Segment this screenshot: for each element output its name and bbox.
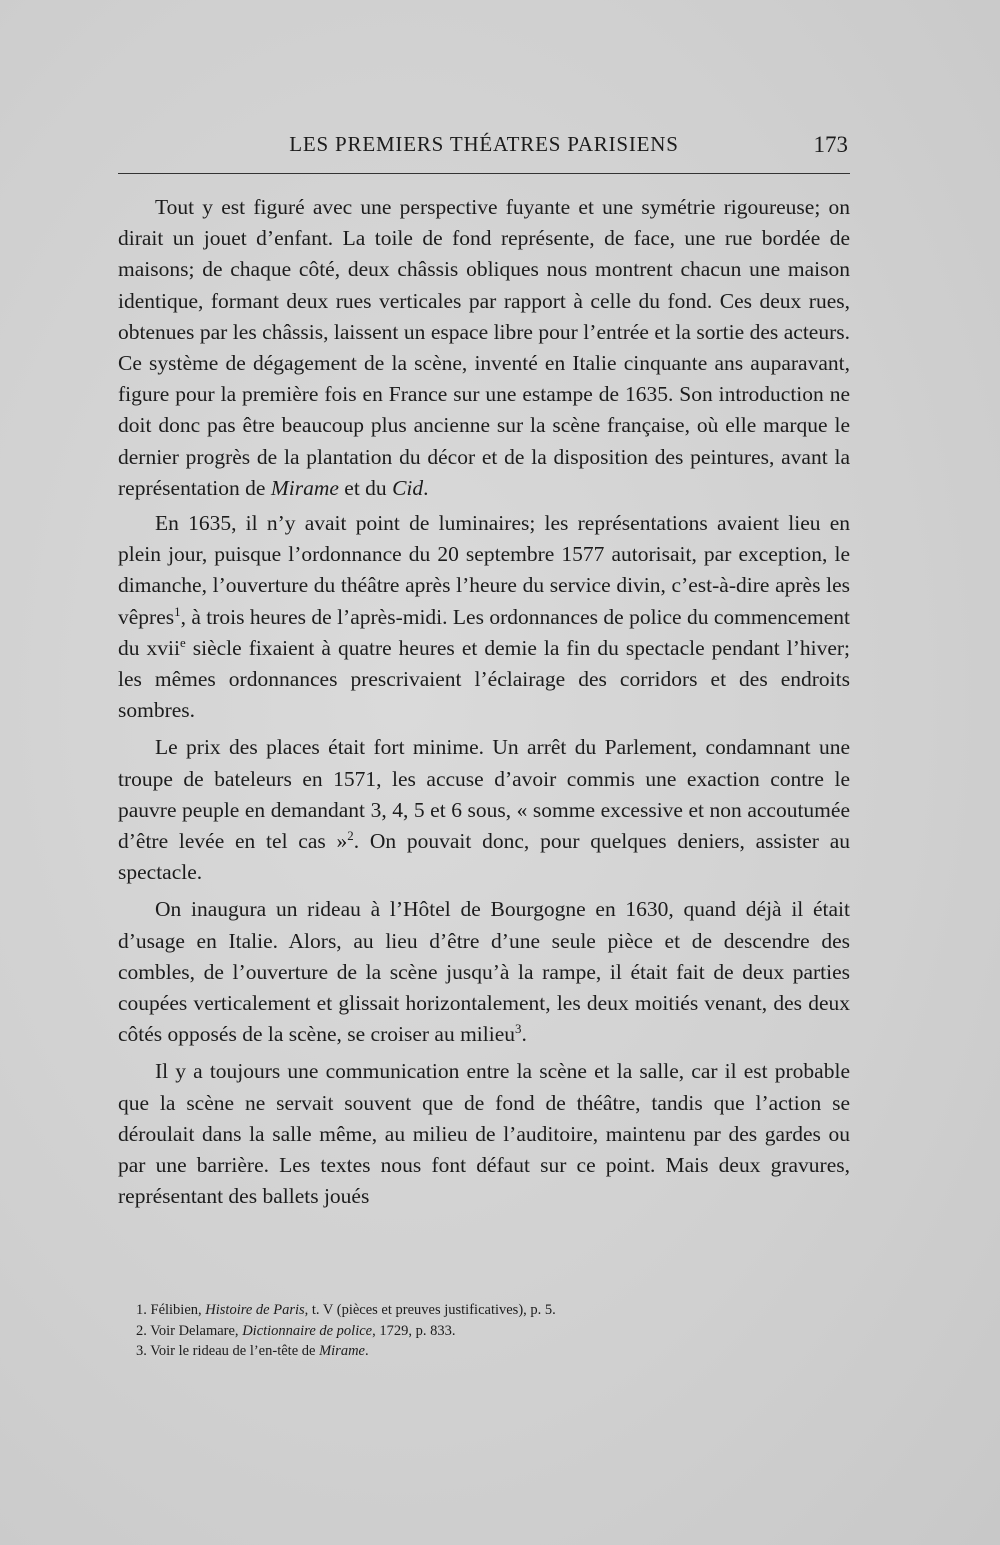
- footnote-text: Voir Delamare,: [146, 1322, 243, 1339]
- paragraph-text: Le prix des places était fort minime. Un arrêt du Parlement, condamnant une troupe de bateleurs en 1571, les accuse d’avoir commis une exaction contre le pauvre peuple en demandant 3, 4, 5 et 6 sous, « somme excessive et non accoutumée d’être levée en tel cas »: [118, 735, 850, 854]
- footnote-number: 1.: [136, 1302, 147, 1318]
- footnote-ref: 1: [174, 604, 181, 619]
- header-rule: [118, 173, 850, 174]
- body-text: [118, 192, 850, 1219]
- footnote-title: Dictionnaire de police: [242, 1322, 373, 1339]
- century-suffix: e: [179, 635, 186, 650]
- paragraph-text: , à trois heures de l’après-midi. Les ordonnances de police du commencement du: [118, 604, 850, 660]
- paragraph-text: En 1635, il n’y avait point de luminaires; les représentations avaient lieu en plein jour, puisque l’ordonnance du 20 septembre 1577 autorisait, par exception, le dimanche, l’ouverture du théâtre après l’heure du service divin, c’est-à-dire après les vêpres: [118, 511, 850, 629]
- footnote: [118, 1321, 850, 1342]
- page-header: [118, 130, 850, 170]
- paragraph-text: Tout y est figuré avec une perspective fuyante et une symétrie rigoureuse; on dirait un jouet d’enfant. La toile de fond représente, de face, une rue bordée de maisons; de chaque côté, deux châssis obliques nous montrent chacun une maison identique, formant deux rues verticales par rapport à celle du fond. Ces deux rues, obtenues par les châssis, laissent un espace libre pour l’entrée et la sortie des acteurs. Ce système de dégagement de la scène, inventé en Italie cinquante ans auparavant, figure pour la première fois en France sur une estampe de 1635. Son introduction ne doit donc pas être beaucoup plus ancienne sur la scène française, où elle marque le dernier progrès de la plantation du décor et de la disposition des peintures, avant la représentation de: [118, 195, 850, 500]
- work-title: Mirame: [270, 475, 339, 500]
- footnote-text: Voir le rideau de l’en-tête de: [146, 1343, 320, 1359]
- paragraph-text: Il y a toujours une communication entre la scène et la salle, car il est probable que la scène ne servait souvent que de fond de théâtre, tandis que l’action se déroulait dans la salle même, au milieu de l’auditoire, maintenu par des gardes ou par une barrière. Les textes nous font défaut sur ce point. Mais deux gravures, représentant des ballets joués: [118, 1059, 850, 1209]
- paragraph: [118, 894, 850, 1050]
- footnote-number: 3.: [136, 1343, 147, 1359]
- paragraph-text: siècle fixaient à quatre heures et demie la fin du spectacle pendant l’hiver; les mêmes ordonnances prescrivaient l’éclairage des corridors et des endroits sombres.: [118, 635, 851, 723]
- footnote-ref: 3: [515, 1022, 522, 1037]
- paragraph: [118, 508, 850, 726]
- footnote-ref: 2: [347, 828, 354, 843]
- paragraph-text: .: [521, 1022, 527, 1047]
- footnote-text: .: [364, 1343, 369, 1359]
- paragraph: [118, 192, 850, 504]
- work-title: Cid: [392, 475, 424, 500]
- page-number: 173: [813, 132, 848, 157]
- footnote-text: Félibien,: [146, 1302, 206, 1318]
- footnote-text: , 1729, p. 833.: [372, 1322, 456, 1339]
- footnote-text: , t. V (pièces et preuves justificatives), p. 5.: [304, 1302, 556, 1318]
- footnote: [118, 1341, 850, 1362]
- paragraph-text: On inaugura un rideau à l’Hôtel de Bourgogne en 1630, quand déjà il était d’usage en Italie. Alors, au lieu d’être d’une seule pièce et de descendre des combles, de l’ouverture de la scène jusqu’à la rampe, il était fait de deux parties coupées verticalement et glissait horizontalement, les deux moitiés venant, des deux côtés opposés de la scène, se croiser au milieu: [118, 897, 850, 1047]
- paragraph-text: .: [423, 475, 429, 500]
- footnote-title: Histoire de Paris: [205, 1302, 305, 1318]
- footnotes: [118, 1300, 850, 1362]
- paragraph-text: . On pouvait donc, pour quelques deniers, assister au spectacle.: [118, 829, 850, 885]
- footnote-title: Mirame: [319, 1343, 365, 1359]
- century-numeral: xvii: [146, 635, 180, 660]
- paragraph: [118, 732, 850, 888]
- footnote: [118, 1300, 850, 1321]
- paragraph: [118, 1056, 850, 1212]
- paragraph-text: et du: [338, 475, 393, 500]
- footnote-number: 2.: [136, 1322, 147, 1339]
- running-title: LES PREMIERS THÉATRES PARISIENS: [289, 132, 679, 156]
